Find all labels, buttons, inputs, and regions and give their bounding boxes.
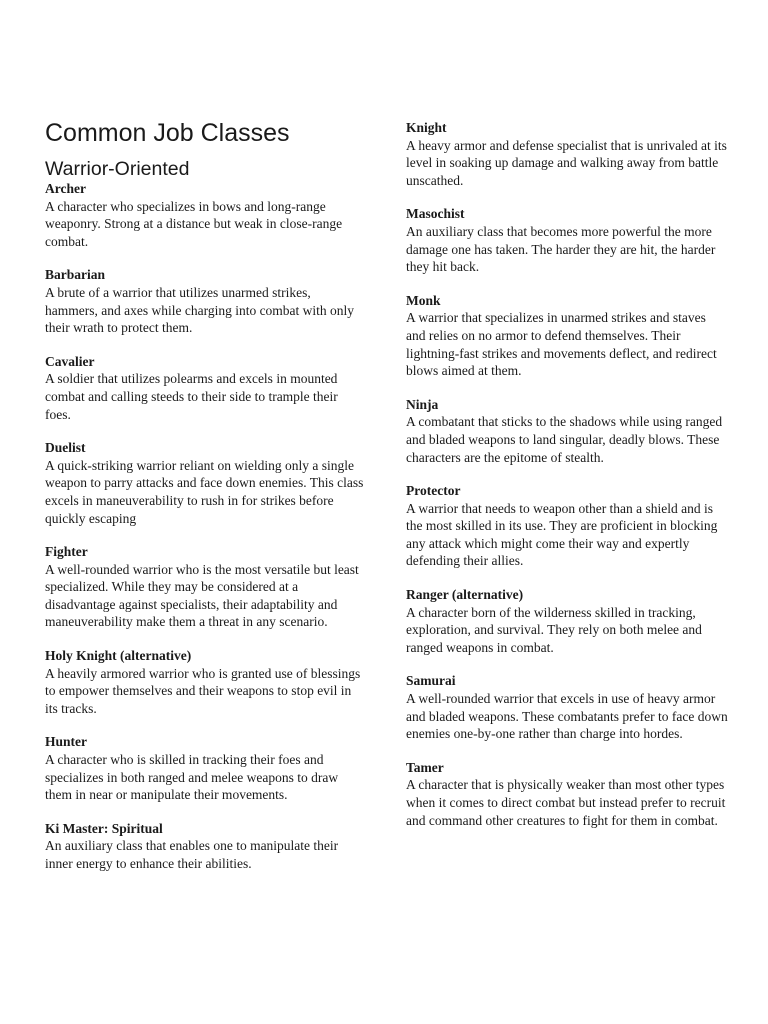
class-name: Cavalier bbox=[45, 353, 95, 369]
class-entry bbox=[45, 647, 365, 717]
document-title: Common Job Classes bbox=[45, 119, 290, 147]
class-entry bbox=[406, 292, 728, 380]
class-name: Tamer bbox=[406, 759, 444, 775]
class-description: A character who specializes in bows and long-range weaponry. Strong at a distance but weak in close-range combat. bbox=[45, 198, 343, 249]
left-column bbox=[45, 118, 365, 889]
class-name: Ki Master: Spiritual bbox=[45, 820, 163, 836]
class-entry bbox=[406, 205, 728, 275]
class-description: An auxiliary class that becomes more powerful the more damage one has taken. The harder they are hit, the harder they hit back. bbox=[406, 223, 716, 275]
class-description: A quick-striking warrior reliant on wielding only a single weapon to parry attacks and face down enemies. This class excels in maneuverability to rush in for strikes before quickly escaping bbox=[45, 457, 364, 526]
class-entry bbox=[406, 759, 728, 829]
section-title: Warrior-Oriented bbox=[45, 158, 190, 180]
class-entry bbox=[45, 733, 365, 803]
class-description: A well-rounded warrior who is the most versatile but least specialized. While they may be considered at a disadvantage against specialists, their adaptability and maneuverability make them a threat in any scenario. bbox=[45, 561, 359, 630]
class-entry bbox=[406, 586, 728, 656]
class-description: An auxiliary class that enables one to manipulate their inner energy to enhance their abilities. bbox=[45, 838, 339, 871]
class-description: A warrior that specializes in unarmed strikes and staves and relies on no armor to defend themselves. Their lightning-fast strikes and movements deflect, and redirect blows aimed at them. bbox=[406, 310, 717, 379]
class-description: A warrior that needs to weapon other than a shield and is the most skilled in its use. They are proficient in blocking any attack which might come their way and expertly defending their allies. bbox=[406, 500, 718, 569]
class-entry bbox=[406, 482, 728, 570]
class-entry bbox=[45, 353, 365, 423]
class-name: Archer bbox=[45, 181, 86, 196]
class-entry bbox=[406, 119, 728, 189]
class-name: Knight bbox=[406, 120, 447, 135]
class-entry bbox=[45, 543, 365, 631]
class-description: A combatant that sticks to the shadows while using ranged and bladed weapons to land singular, deadly blows. These characters are the epitome of stealth. bbox=[406, 414, 723, 465]
class-entry bbox=[406, 672, 728, 742]
class-description: A heavily armored warrior who is granted use of blessings to empower themselves and their weapons to stop evil in its tracks. bbox=[45, 665, 361, 716]
class-name: Barbarian bbox=[45, 267, 106, 283]
class-description: A soldier that utilizes polearms and excels in mounted combat and calling steeds to their side to trample their foes. bbox=[45, 371, 338, 422]
class-name: Monk bbox=[406, 292, 441, 308]
right-column bbox=[406, 119, 728, 845]
class-entry bbox=[45, 439, 365, 527]
class-name: Ranger (alternative) bbox=[406, 587, 524, 603]
class-description: A well-rounded warrior that excels in use of heavy armor and bladed weapons. These combatants prefer to face down enemies one-by-one rather than charge into hordes. bbox=[406, 691, 728, 742]
class-name: Masochist bbox=[406, 206, 465, 222]
class-name: Hunter bbox=[45, 734, 87, 750]
class-name: Samurai bbox=[406, 673, 456, 689]
class-entry bbox=[45, 266, 365, 336]
class-name: Ninja bbox=[406, 396, 439, 412]
class-description: A character who is skilled in tracking their foes and specializes in both ranged and melee weapons to draw them in near or manipulate their movements. bbox=[45, 752, 339, 803]
class-description: A heavy armor and defense specialist that is unrivaled at its level in soaking up damage and walking away from battle unscathed. bbox=[406, 137, 727, 188]
class-description: A character that is physically weaker than most other types when it comes to direct combat but instead prefer to recruit and command other creatures to fight for them in combat. bbox=[406, 777, 726, 828]
class-name: Fighter bbox=[45, 544, 88, 560]
class-description: A brute of a warrior that utilizes unarmed strikes, hammers, and axes while charging into combat with only their wrath to protect them. bbox=[45, 284, 355, 336]
class-name: Holy Knight (alternative) bbox=[45, 648, 192, 664]
class-name: Protector bbox=[406, 483, 461, 499]
class-name: Duelist bbox=[45, 440, 86, 456]
class-entry bbox=[45, 180, 365, 250]
class-description: A character born of the wilderness skilled in tracking, exploration, and survival. They rely on both melee and ranged weapons in combat. bbox=[406, 604, 702, 655]
class-entry bbox=[406, 396, 728, 466]
class-entry bbox=[45, 820, 365, 873]
